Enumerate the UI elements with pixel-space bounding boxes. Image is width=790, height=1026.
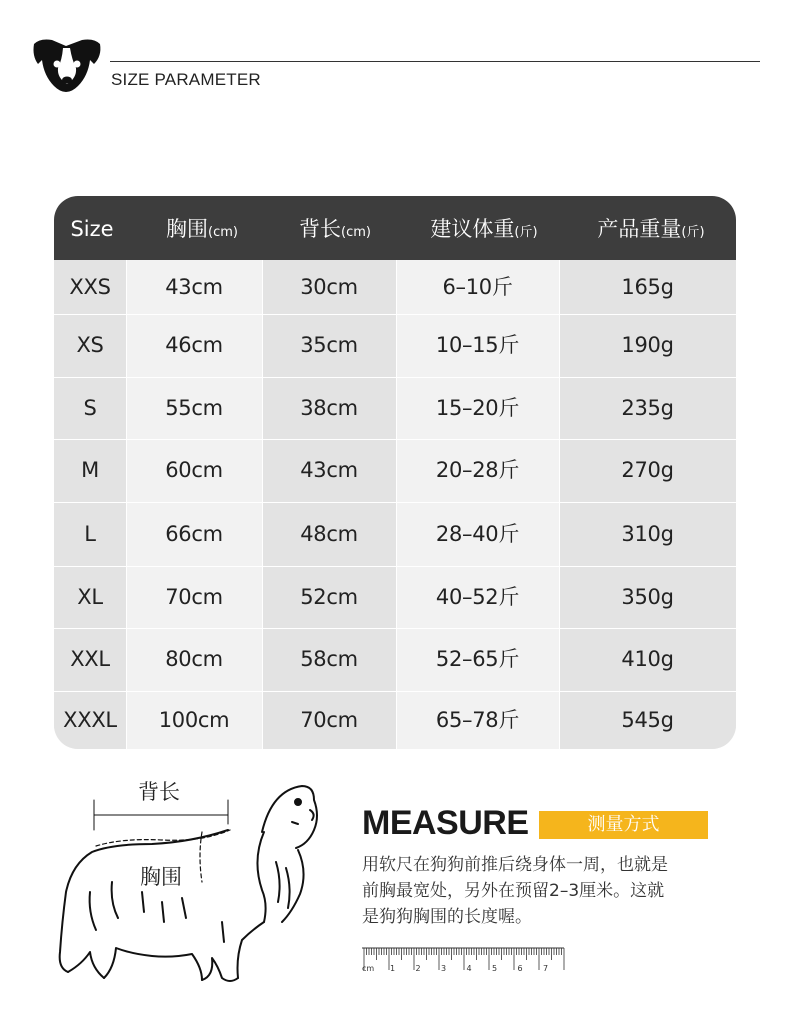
measure-title: MEASURE — [362, 804, 529, 842]
table-cell: 30cm — [300, 275, 358, 299]
table-cell: 10–15斤 — [435, 333, 520, 357]
table-header — [54, 196, 736, 260]
table-cell: 66cm — [165, 522, 223, 546]
size-table — [54, 196, 736, 749]
ruler-number: 4 — [466, 964, 472, 973]
header-divider — [110, 61, 760, 62]
size-cell: XL — [77, 585, 103, 609]
table-cell: 270g — [621, 458, 674, 482]
table-cell: 55cm — [165, 396, 223, 420]
dog-face-icon — [30, 36, 104, 94]
column-header-chest: 胸围(cm) — [166, 217, 238, 241]
ruler-number: 6 — [517, 964, 523, 973]
column-header-back-length: 背长(cm) — [299, 217, 371, 241]
table-cell: 38cm — [300, 396, 358, 420]
ruler-unit: cm — [362, 964, 375, 973]
size-cell: S — [83, 396, 97, 420]
table-cell: 48cm — [300, 522, 358, 546]
table-cell: 43cm — [300, 458, 358, 482]
description-line: 前胸最宽处，另外在预留2–3厘米。这就 — [362, 881, 665, 901]
ruler-number: 7 — [543, 964, 549, 973]
table-cell: 52cm — [300, 585, 358, 609]
size-cell: XS — [76, 333, 104, 357]
size-cell: XXXL — [63, 708, 117, 732]
table-cell: 58cm — [300, 647, 358, 671]
table-cell: 80cm — [165, 647, 223, 671]
table-cell: 310g — [621, 522, 674, 546]
column-header-size: Size — [70, 217, 114, 241]
table-cell: 28–40斤 — [435, 522, 520, 546]
table-cell: 35cm — [300, 333, 358, 357]
table-cell: 350g — [621, 585, 674, 609]
page-title: SIZE PARAMETER — [111, 70, 261, 89]
table-cell: 70cm — [165, 585, 223, 609]
ruler-number: 5 — [492, 964, 498, 973]
back-length-label: 背长 — [138, 780, 180, 804]
size-cell: XXS — [69, 275, 111, 299]
ruler-icon — [360, 946, 566, 974]
description-line: 是狗狗胸围的长度喔。 — [362, 907, 532, 927]
table-cell: 52–65斤 — [435, 647, 520, 671]
chest-label: 胸围 — [140, 865, 182, 889]
table-cell: 410g — [621, 647, 674, 671]
table-cell: 40–52斤 — [435, 585, 520, 609]
table-cell: 545g — [621, 708, 674, 732]
table-cell: 65–78斤 — [435, 708, 520, 732]
table-cell: 70cm — [300, 708, 358, 732]
measure-description — [362, 852, 722, 930]
ruler-number: 2 — [415, 964, 421, 973]
size-cell: XXL — [70, 647, 110, 671]
table-cell: 235g — [621, 396, 674, 420]
ruler-number: 3 — [441, 964, 447, 973]
table-cell: 100cm — [158, 708, 230, 732]
table-cell: 15–20斤 — [435, 396, 520, 420]
table-cell: 60cm — [165, 458, 223, 482]
column-header-product-weight: 产品重量(斤) — [597, 217, 705, 241]
size-cell: L — [84, 522, 96, 546]
table-cell: 165g — [621, 275, 674, 299]
ruler-number: 1 — [390, 964, 396, 973]
table-cell: 20–28斤 — [435, 458, 520, 482]
table-cell: 6–10斤 — [442, 275, 513, 299]
size-cell: M — [81, 458, 99, 482]
table-cell: 46cm — [165, 333, 223, 357]
table-cell: 190g — [621, 333, 674, 357]
table-cell: 43cm — [165, 275, 223, 299]
description-line: 用软尺在狗狗前推后绕身体一周，也就是 — [362, 855, 668, 875]
column-header-suggested-weight: 建议体重(斤) — [430, 217, 538, 241]
dog-outline-icon — [52, 772, 322, 990]
measure-method-badge: 测量方式 — [539, 811, 708, 839]
